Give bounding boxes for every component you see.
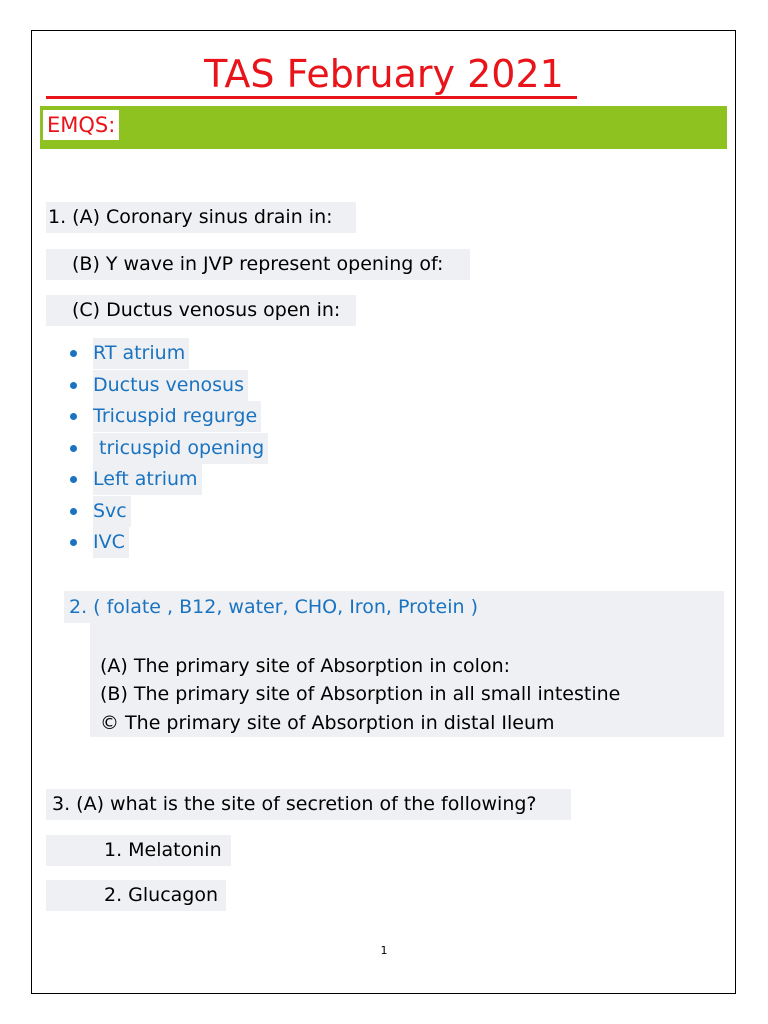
document-title: TAS February 2021 [204,52,564,96]
title-underline [46,96,577,99]
q3-item-melatonin: 1. Melatonin [104,839,222,861]
bullet-icon [70,350,77,357]
bullet-icon [70,508,77,515]
option-label: Svc [93,496,131,527]
option-label: Left atrium [93,464,202,495]
section-label: EMQS: [43,110,119,140]
q2-part-c: © The primary site of Absorption in distal Ileum [100,712,555,734]
option-label: Ductus venosus [93,370,248,401]
option-label: tricuspid opening [93,433,268,464]
bullet-icon [70,445,77,452]
q3-item-glucagon: 2. Glucagon [104,884,219,906]
option-label: IVC [93,527,129,558]
q2-part-a: (A) The primary site of Absorption in colon: [100,655,511,677]
q2-header: 2. ( folate , B12, water, CHO, Iron, Protein ) [69,596,479,618]
q3-part-a: 3. (A) what is the site of secretion of the following? [52,793,537,815]
option-label: RT atrium [93,338,189,369]
bullet-icon [70,476,77,483]
q1-part-c: (C) Ductus venosus open in: [72,299,341,321]
q1-part-b: (B) Y wave in JVP represent opening of: [72,253,444,275]
q1-part-a: 1. (A) Coronary sinus drain in: [48,206,333,228]
bullet-icon [70,413,77,420]
section-bar [40,106,727,149]
page-number: 1 [380,944,388,957]
option-label: Tricuspid regurge [93,401,261,432]
bullet-icon [70,382,77,389]
q2-part-b: (B) The primary site of Absorption in all small intestine [100,683,621,705]
bullet-icon [70,539,77,546]
